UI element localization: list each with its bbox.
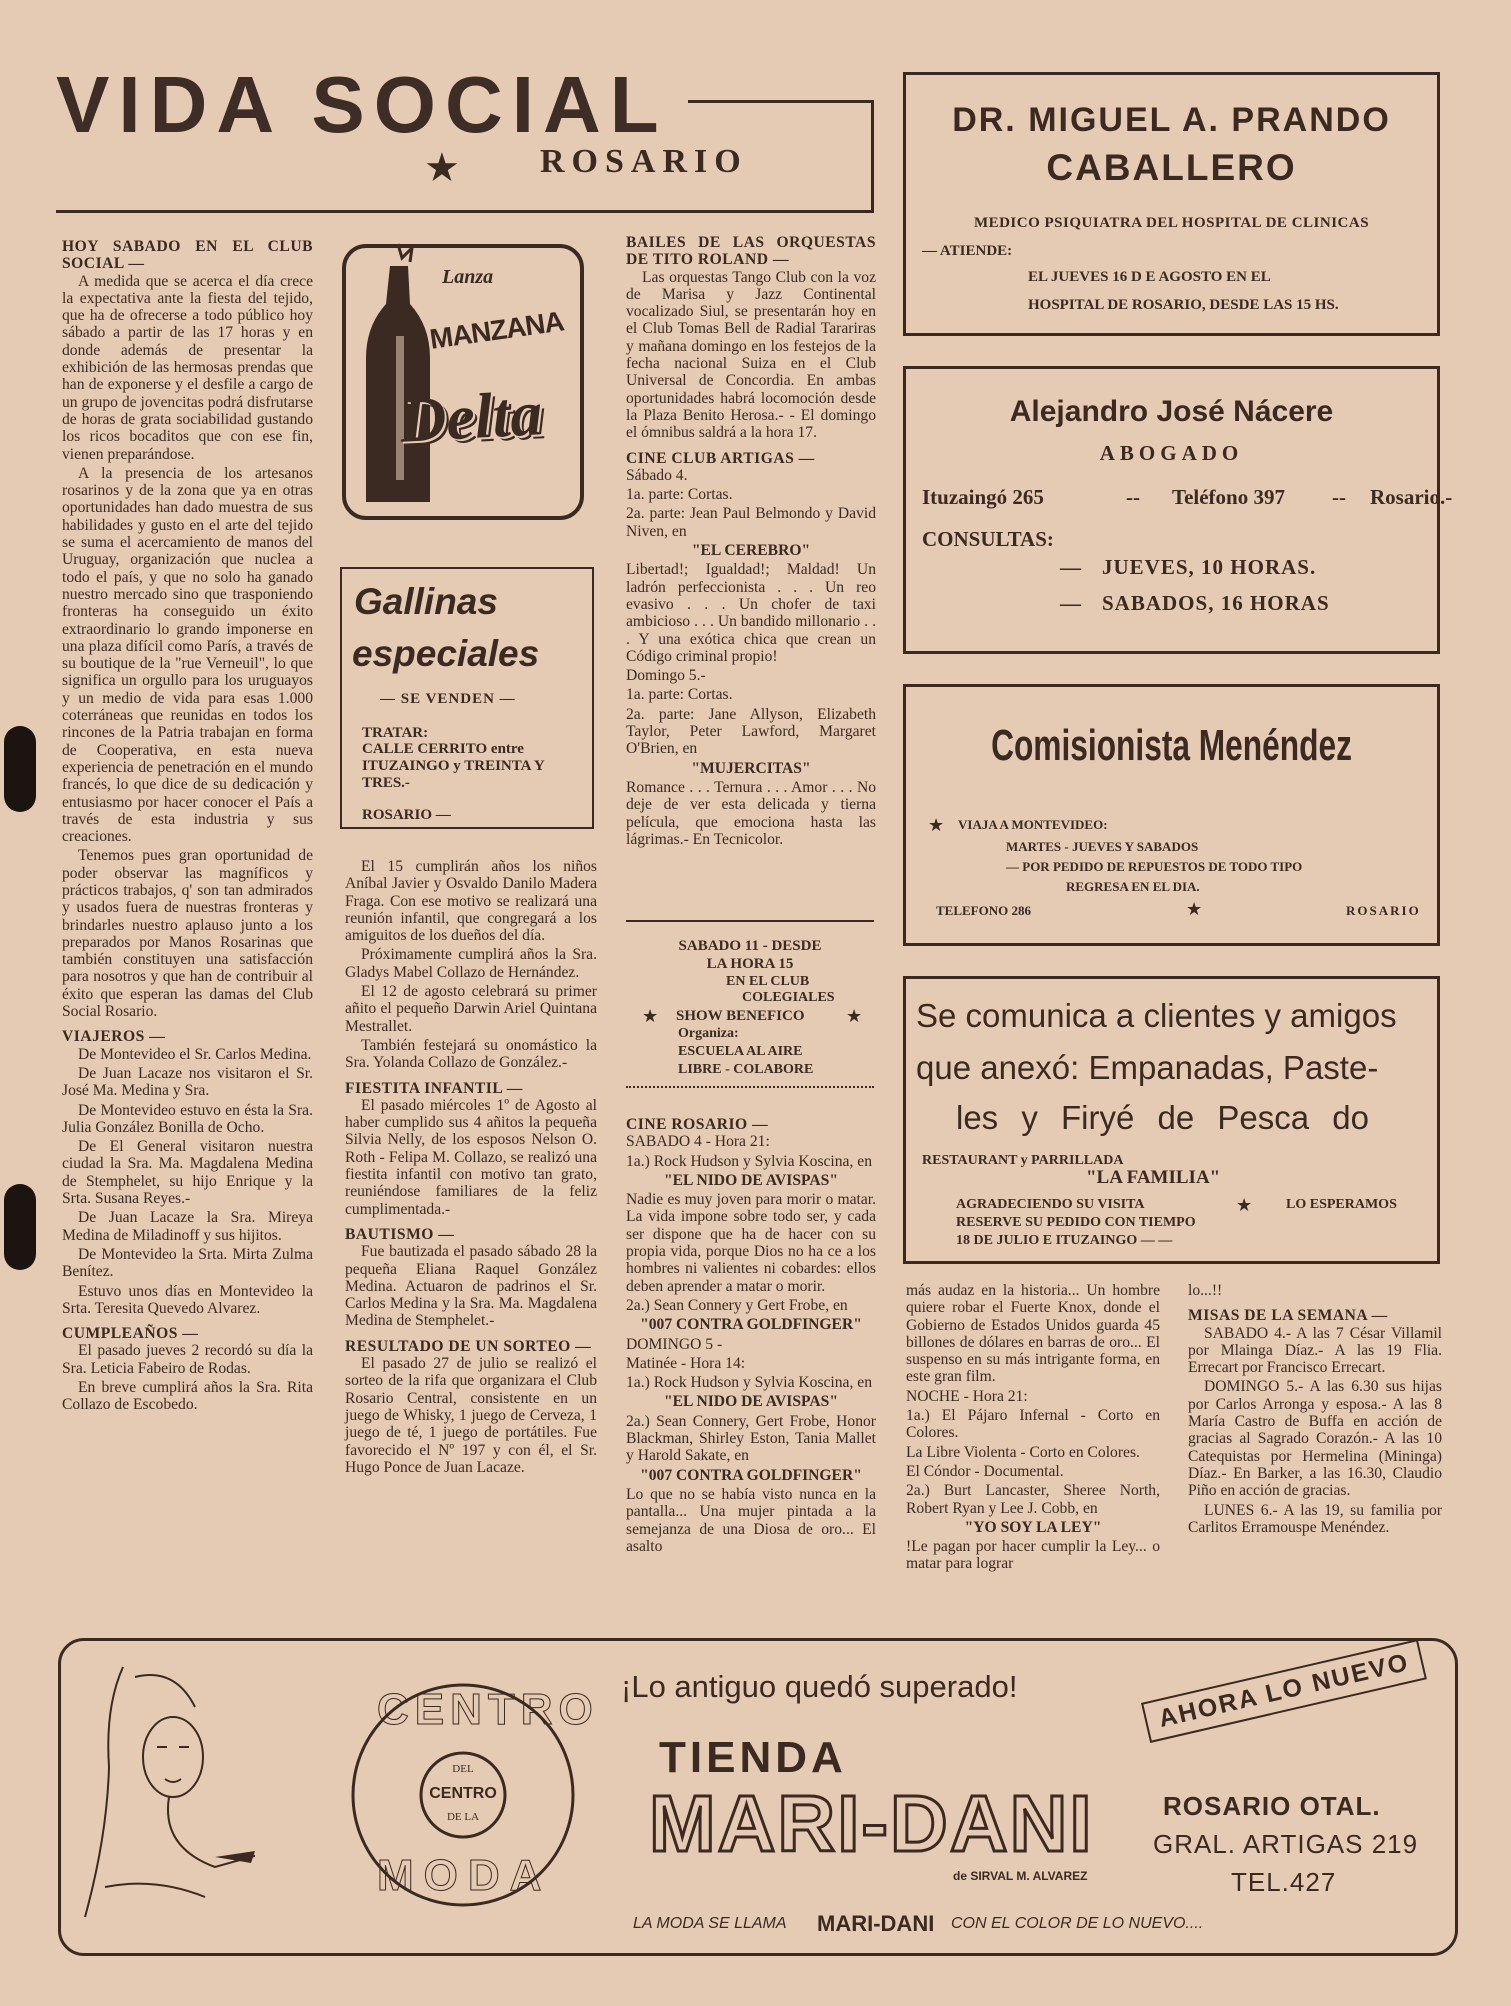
ad-menendez-name: Comisionista Menéndez [991,721,1352,770]
film-line: Nadie es muy joven para morir o matar. La vida impone sobre todo ser, y cada ser dispone que ha de hacer con su propia vida, porque Dios no ha ce a los hombres ni valientes ni cobardes: ellos deben aprender a matar o morir. [626,1191,876,1295]
ad-prando-name2: CABALLERO [1046,147,1297,188]
ad-delta [338,240,588,524]
ad-menendez-l1: VIAJA A MONTEVIDEO: [958,817,1108,832]
film-line: Domingo 5.- [626,667,706,685]
film-title: "EL NIDO DE AVISPAS" [663,1393,839,1411]
article-paragraph: El pasado 27 de julio se realizó el sorteo de la rifa que organizara el Club Rosario Central, consistente en un juego de Whisky, 1 juego de Cerveza, 1 juego de té, 1 juego de portátiles. Fue favorecido el Nº 197 y con él, el Sr. Hugo Ponce de Juan Lacaze. [345,1355,597,1476]
ad-tienda: TIENDA [659,1733,847,1782]
ad-nacere-title: ABOGADO [1099,441,1244,465]
ad-addr2: GRAL. ARTIGAS 219 [1153,1829,1419,1859]
ad-familia-l4: RESTAURANT y PARRILLADA [922,1153,1124,1168]
ad-prando-name1: DR. MIGUEL A. PRANDO [952,101,1391,139]
column-1 [62,238,313,1416]
heading-fiestita: FIESTITA INFANTIL — [345,1079,523,1097]
column-3-bottom [626,1116,876,1557]
article-paragraph: El pasado jueves 2 recordó su día la Sra. Leticia Fabeiro de Rodas. [62,1342,313,1377]
seal-inner-mid: CENTRO [429,1785,497,1802]
ad-gallinas [340,567,594,829]
article-paragraph: También festejará su onomástico la Sra. Yolanda Collazo de González.- [345,1036,597,1072]
film-title: "EL CEREBRO" [691,542,811,560]
column-3-top [626,234,876,850]
film-title: "EL NIDO DE AVISPAS" [663,1171,839,1189]
film-line: 1a.) El Pájaro Infernal - Corto en Colores. [906,1407,1160,1442]
ad-footer-a: LA MODA SE LLAMA [633,1915,787,1932]
film-line: SABADO 4 - Hora 21: [626,1133,770,1151]
ad-nacere-hours1: JUEVES, 10 HORAS. [1102,555,1317,579]
film-title: "YO SOY LA LEY" [964,1518,1102,1536]
article-paragraph: El 12 de agosto celebrará su primer añito el pequeño Darwin Ariel Quintana Mestrallet. [345,983,597,1035]
article-paragraph: más audaz en la historia... Un hombre quiere robar el Fuerte Knox, donde el Gobierno de Estados Unidos guarda 45 billones de dólares en barras de oro... El suspenso en su más intrigante forma, en este gran film. [906,1282,1160,1386]
ad-nacere-sep2: -- [1332,485,1346,509]
film-line: lo...!! [1188,1282,1223,1299]
ad-menendez-l4: REGRESA EN EL DIA. [1066,879,1200,894]
article-paragraph: DOMINGO 5.- A las 6.30 sus hijas por Carlos Arronga y esposa.- A las 8 María Castro de Buffa en acción de gracias al Sagrado Corazón.- A las 10 Catequistas por Hermelina (Mininga) Díaz.- En Barker, a las 16.30, Claudio Piño en acción de gracias. [1188,1378,1442,1500]
film-line: !Le pagan por hacer cumplir la Ley... o matar para lograr [906,1538,1160,1573]
ad-gallinas-t2: especiales [352,633,540,674]
ad-owner: de SIRVAL M. ALVAREZ [953,1869,1088,1883]
film-line: 2a. parte: Jean Paul Belmondo y David Niven, en [626,505,876,540]
ad-gallinas-city: ROSARIO — [362,807,451,823]
woman-illustration-icon [65,1647,255,1947]
ad-familia-l6: AGRADECIENDO SU VISITA [956,1197,1145,1212]
article-paragraph: Las orquestas Tango Club con la voz de Marisa y Jazz Continental vocalizado Siul, se presentarán hoy en el Club Tomas Bell de Radial Tarariras y mañana domingo en los festejos de la fecha nacional Suiza en el Club Universal de Concordia. En ambas oportunidades habrá locomoción desde la Plaza Benito Herosa.- - El domingo el ómnibus saldrá a la hora 17. [626,268,876,442]
page-title: VIDA SOCIAL [56,60,668,149]
seal-ring-top: CENTRO [377,1685,599,1734]
heading-club-social: HOY SABADO EN EL CLUB SOCIAL — [62,238,313,273]
title-rule-bottom [56,210,874,213]
ad-nacere-dash1: — [1060,555,1081,579]
article-paragraph: El 15 cumplirán años los niños Aníbal Javier y Osvaldo Danilo Madera Fraga. Con ese motivo se realizará una reunión infantil, que congregará a los amiguitos de los dueños del día. [345,858,597,945]
ad-gallinas-sell: — SE VENDEN — [380,691,516,707]
ad-addr1: ROSARIO OTAL. [1163,1791,1381,1821]
binder-hole [4,1184,36,1270]
ad-show-l1: SABADO 11 - DESDE [678,938,822,954]
ad-menendez-l2: MARTES - JUEVES Y SABADOS [1006,839,1199,854]
ad-delta-brand: Delta [398,377,544,456]
binder-hole [4,726,36,812]
seal-inner-bottom: DE LA [446,1811,480,1823]
page-subtitle: ROSARIO [540,143,748,180]
ad-familia-l3: les y Firyé de Pesca do [956,1099,1369,1136]
ad-show-l3: EN EL CLUB [726,974,810,989]
ad-show-l8: LIBRE - COLABORE [678,1062,814,1077]
heading-sorteo: RESULTADO DE UN SORTEO — [345,1337,592,1355]
star-icon: ★ [1186,899,1203,919]
film-line: Romance . . . Ternura . . . Amor . . . No deje de ver esta delicada y tierna película, que emociona hasta las lágrimas.- En Tecnicolor. [626,778,876,848]
ad-slogan: ¡Lo antiguo quedó superado! [621,1669,1018,1704]
ad-nacere-name: Alejandro José Nácere [1009,395,1334,428]
article-paragraph: Fue bautizada el pasado sábado 28 la pequeña Eliana Raquel González Medina. Actuaron de padrinos el Sr. Carlos Medina y la Sra. Ma. Magdalena Medina de Stemphelet.- [345,1243,597,1330]
ad-familia-l7: LO ESPERAMOS [1286,1197,1397,1212]
heading-viajeros: VIAJEROS — [62,1028,166,1046]
film-line: NOCHE - Hora 21: [906,1387,1028,1405]
article-paragraph: Próximamente cumplirá años la Sra. Gladys Mabel Collazo de Hernández. [345,946,597,981]
article-paragraph: El pasado miércoles 1º de Agosto al haber cumplido sus 4 añitos la pequeña Silvia Nelly, de los esposos Nelson O. Roth - Felipa M. Collazo, se realizó una fiestita infantil con motivo tan grato, reuniéndose familiares de la feliz cumplimentada.- [345,1096,597,1218]
ad-nacere-tel: Teléfono 397 [1172,485,1285,509]
film-line: 1a. parte: Cortas. [626,486,733,504]
heading-cine-club: CINE CLUB ARTIGAS — [626,449,815,467]
ad-menendez-l3: — POR PEDIDO DE REPUESTOS DE TODO TIPO [1006,859,1303,874]
article-paragraph: A medida que se acerca el día crece la expectativa ante la fiesta del tejido, que ha de ofrecerse a todo público hoy sábado a partir de las 17 horas y en donde además de presentar la exhibición de las hermosas prendas que han de exponerse y el desfile a cargo de un grupo de jovencitas podrá disfrutarse de horas de grata sociabilidad gustando los ricos bocaditos que con ese fin, vienen preparándose. [62,272,313,463]
star-icon: ★ [928,815,945,835]
ad-gallinas-t1: Gallinas [354,581,498,622]
ad-show [626,920,874,1090]
ad-familia-l5: "LA FAMILIA" [1086,1167,1221,1188]
ad-familia-l1: Se comunica a clientes y amigos [916,997,1397,1034]
show-bottom-rule [626,1086,874,1091]
title-rule-right [688,100,874,103]
ad-nacere-sep1: -- [1126,485,1140,509]
article-paragraph: En breve cumplirá años la Sra. Rita Collazo de Escobedo. [62,1379,313,1414]
article-paragraph: LUNES 6.- A las 19, su familia por Carlitos Erramouspe Menéndez. [1188,1501,1442,1536]
heading-cumpleanos: CUMPLEAÑOS — [62,1325,199,1343]
film-title: "007 CONTRA GOLDFINGER" [640,1316,862,1334]
ad-prando-line2: — ATIENDE: [922,243,1013,259]
ad-show-l5: SHOW BENEFICO [676,1008,805,1024]
column-4 [906,1282,1160,1575]
ad-prando-line1: MEDICO PSIQUIATRA DEL HOSPITAL DE CLINICAS [973,215,1370,231]
film-title: "007 CONTRA GOLDFINGER" [640,1466,862,1484]
ad-familia-l8: RESERVE SU PEDIDO CON TIEMPO [956,1215,1196,1230]
heading-bautismo: BAUTISMO — [345,1225,455,1243]
article-paragraph: Tenemos pues gran oportunidad de poder observar las magníficos y prácticos trabajos, q' son tan admirados y usados fuera de nuestras fronteras y brindarles nuestro aplauso junto a los preparados por Manos Rosarinas que también constituyen una satisfacción para nosotros y que han de contribuir al éxito que esperan las damas del Club Social Rosario. [62,847,313,1021]
title-rule-vertical [871,100,874,212]
article-paragraph: Estuvo unos días en Montevideo la Srta. Teresita Quevedo Alvarez. [62,1282,313,1317]
column-5 [1188,1282,1442,1538]
film-line: 2a.) Burt Lancaster, Sheree North, Robert Ryan y Lee J. Cobb, en [906,1482,1160,1517]
seal-inner-top: DEL [452,1763,474,1775]
film-line: Lo que no se había visto nunca en la pantalla... Una mujer pintada a la semejanza de una Diosa de oro... El asalto [626,1485,876,1555]
ad-prando-line4: HOSPITAL DE ROSARIO, DESDE LAS 15 HS. [1028,297,1339,313]
film-line: La Libre Violenta - Corto en Colores. [906,1443,1140,1461]
ad-nacere-hours2: SABADOS, 16 HORAS [1102,591,1330,615]
ad-maridani [58,1638,1458,1956]
ad-nacere-consult: CONSULTAS: [922,527,1054,551]
heading-misas: MISAS DE LA SEMANA — [1188,1307,1388,1325]
ad-show-l4: COLEGIALES [742,990,835,1005]
film-line: 2a. parte: Jane Allyson, Elizabeth Taylor, Peter Lawford, Margaret O'Brien, en [626,705,876,758]
article-paragraph: SABADO 4.- A las 7 César Villamil por Mlainga Díaz.- A las 19 Flia. Errecart por Francisco Errecart. [1188,1324,1442,1377]
ad-menendez-tel: TELEFONO 286 [936,903,1031,918]
heading-cine-rosario: CINE ROSARIO — [626,1116,769,1133]
ad-footer-b: MARI-DANI [817,1911,935,1936]
ad-prando-line3: EL JUEVES 16 D E AGOSTO EN EL [1028,269,1271,285]
article-paragraph: De Juan Lacaze nos visitaron el Sr. José Ma. Medina y Sra. [62,1064,313,1100]
ad-brand: MARI-DANI [649,1779,1094,1868]
film-line: 1a.) Rock Hudson y Sylvia Koscina, en [626,1374,872,1392]
ad-show-l2: LA HORA 15 [706,956,794,972]
article-paragraph: De Montevideo el Sr. Carlos Medina. [78,1045,312,1063]
ad-nacere-dash2: — [1060,591,1081,615]
show-top-rule [626,920,874,922]
film-line: 2a.) Sean Connery, Gert Frobe, Honor Blackman, Shirley Eston, Tania Mallet y Harold Sakate, en [626,1412,876,1465]
star-icon: ★ [424,145,460,190]
ad-tel: TEL.427 [1231,1867,1337,1897]
film-line: Sábado 4. [626,466,688,484]
column-2 [345,858,597,1478]
ad-stamp: AHORA LO NUEVO [1141,1639,1427,1743]
ad-gallinas-treat: TRATAR: [362,725,429,741]
ad-nacere-addr: Ituzaingó 265 [922,485,1044,509]
heading-bailes: BAILES DE LAS ORQUESTAS DE TITO ROLAND — [626,234,876,269]
ad-delta-mid: MANZANA [427,305,566,355]
film-title: "MUJERCITAS" [691,759,811,777]
ad-show-l6: Organiza: [678,1026,739,1041]
film-line: El Cóndor - Documental. [906,1462,1064,1480]
star-icon: ★ [846,1006,863,1026]
film-line: 1a.) Rock Hudson y Sylvia Koscina, en [626,1152,872,1170]
ad-familia [903,976,1440,1264]
ad-show-l7: ESCUELA AL AIRE [678,1044,803,1059]
article-paragraph: De Juan Lacaze la Sra. Mireya Medina de Miladinoff y sus hijitos. [62,1209,313,1244]
article-paragraph: A la presencia de los artesanos rosarinos y de la zona que ya en otras oportunidades han dado muestra de sus habilidades y gusto en el arte del tejido se suma el acercamiento de manos del Uruguay, organización que nuclea a todo el país, y que no solo ha ganado nuestro mercado sino que trasponiendo fronteras ha conseguido un éxito extraordinario lo grando imponerse en una plaza difícil como París, a través de su boutique de la "rue Verneuil", lo que significa un orgullo para los uruguayos y un medio de vida para esas 1.000 coterráneas que reunidas en todos los rincones de la Patria trabajan en forma de Cooperativa, en esta nueva experiencia de penetración en el mundo francés, lo que dice de su dedicación y entusiasmo por hacer conocer el País a través de esta industria y sus creaciones. [62,464,313,846]
film-line: Libertad!; Igualdad!; Maldad! Un ladrón perfeccionista . . . Un reo evasivo . . . Un chofer de taxi ambicioso . . . Un bandido millonario . . . Y una exótica chica que crean un Código criminal propio! [626,561,876,665]
article-paragraph: De Montevideo estuvo en ésta la Sra. Julia González Bonilla de Ocho. [62,1101,313,1136]
seal-ring-bottom: MODA [377,1851,552,1900]
article-paragraph: De Montevideo la Srta. Mirta Zulma Benítez. [62,1245,313,1281]
ad-menendez-city: ROSARIO [1346,903,1421,918]
ad-delta-top: Lanza [442,266,494,288]
ad-prando [903,72,1440,336]
star-icon: ★ [642,1006,659,1026]
article-paragraph: De El General visitaron nuestra ciudad la Sra. Ma. Magdalena Medina de Stemphelet, su hijo Enrique y la Srta. Susana Reyes.- [62,1138,313,1208]
ad-footer-c: CON EL COLOR DE LO NUEVO.... [951,1915,1204,1932]
ad-nacere [903,366,1453,654]
film-line: DOMINGO 5 - [626,1335,723,1353]
film-line: Matinée - Hora 14: [626,1354,746,1372]
ad-familia-l2: que anexó: Empanadas, Paste- [916,1049,1379,1086]
ad-nacere-city: Rosario.- [1370,485,1453,509]
film-line: 2a.) Sean Connery y Gert Frobe, en [626,1296,848,1314]
ad-familia-l9: 18 DE JULIO E ITUZAINGO — — [956,1233,1173,1248]
film-line: 1a. parte: Cortas. [626,686,733,704]
ad-menendez [903,684,1440,946]
ad-gallinas-addr: CALLE CERRITO entre ITUZAINGO y TREINTA Y TRES.- [362,741,545,791]
star-icon: ★ [1236,1195,1253,1215]
